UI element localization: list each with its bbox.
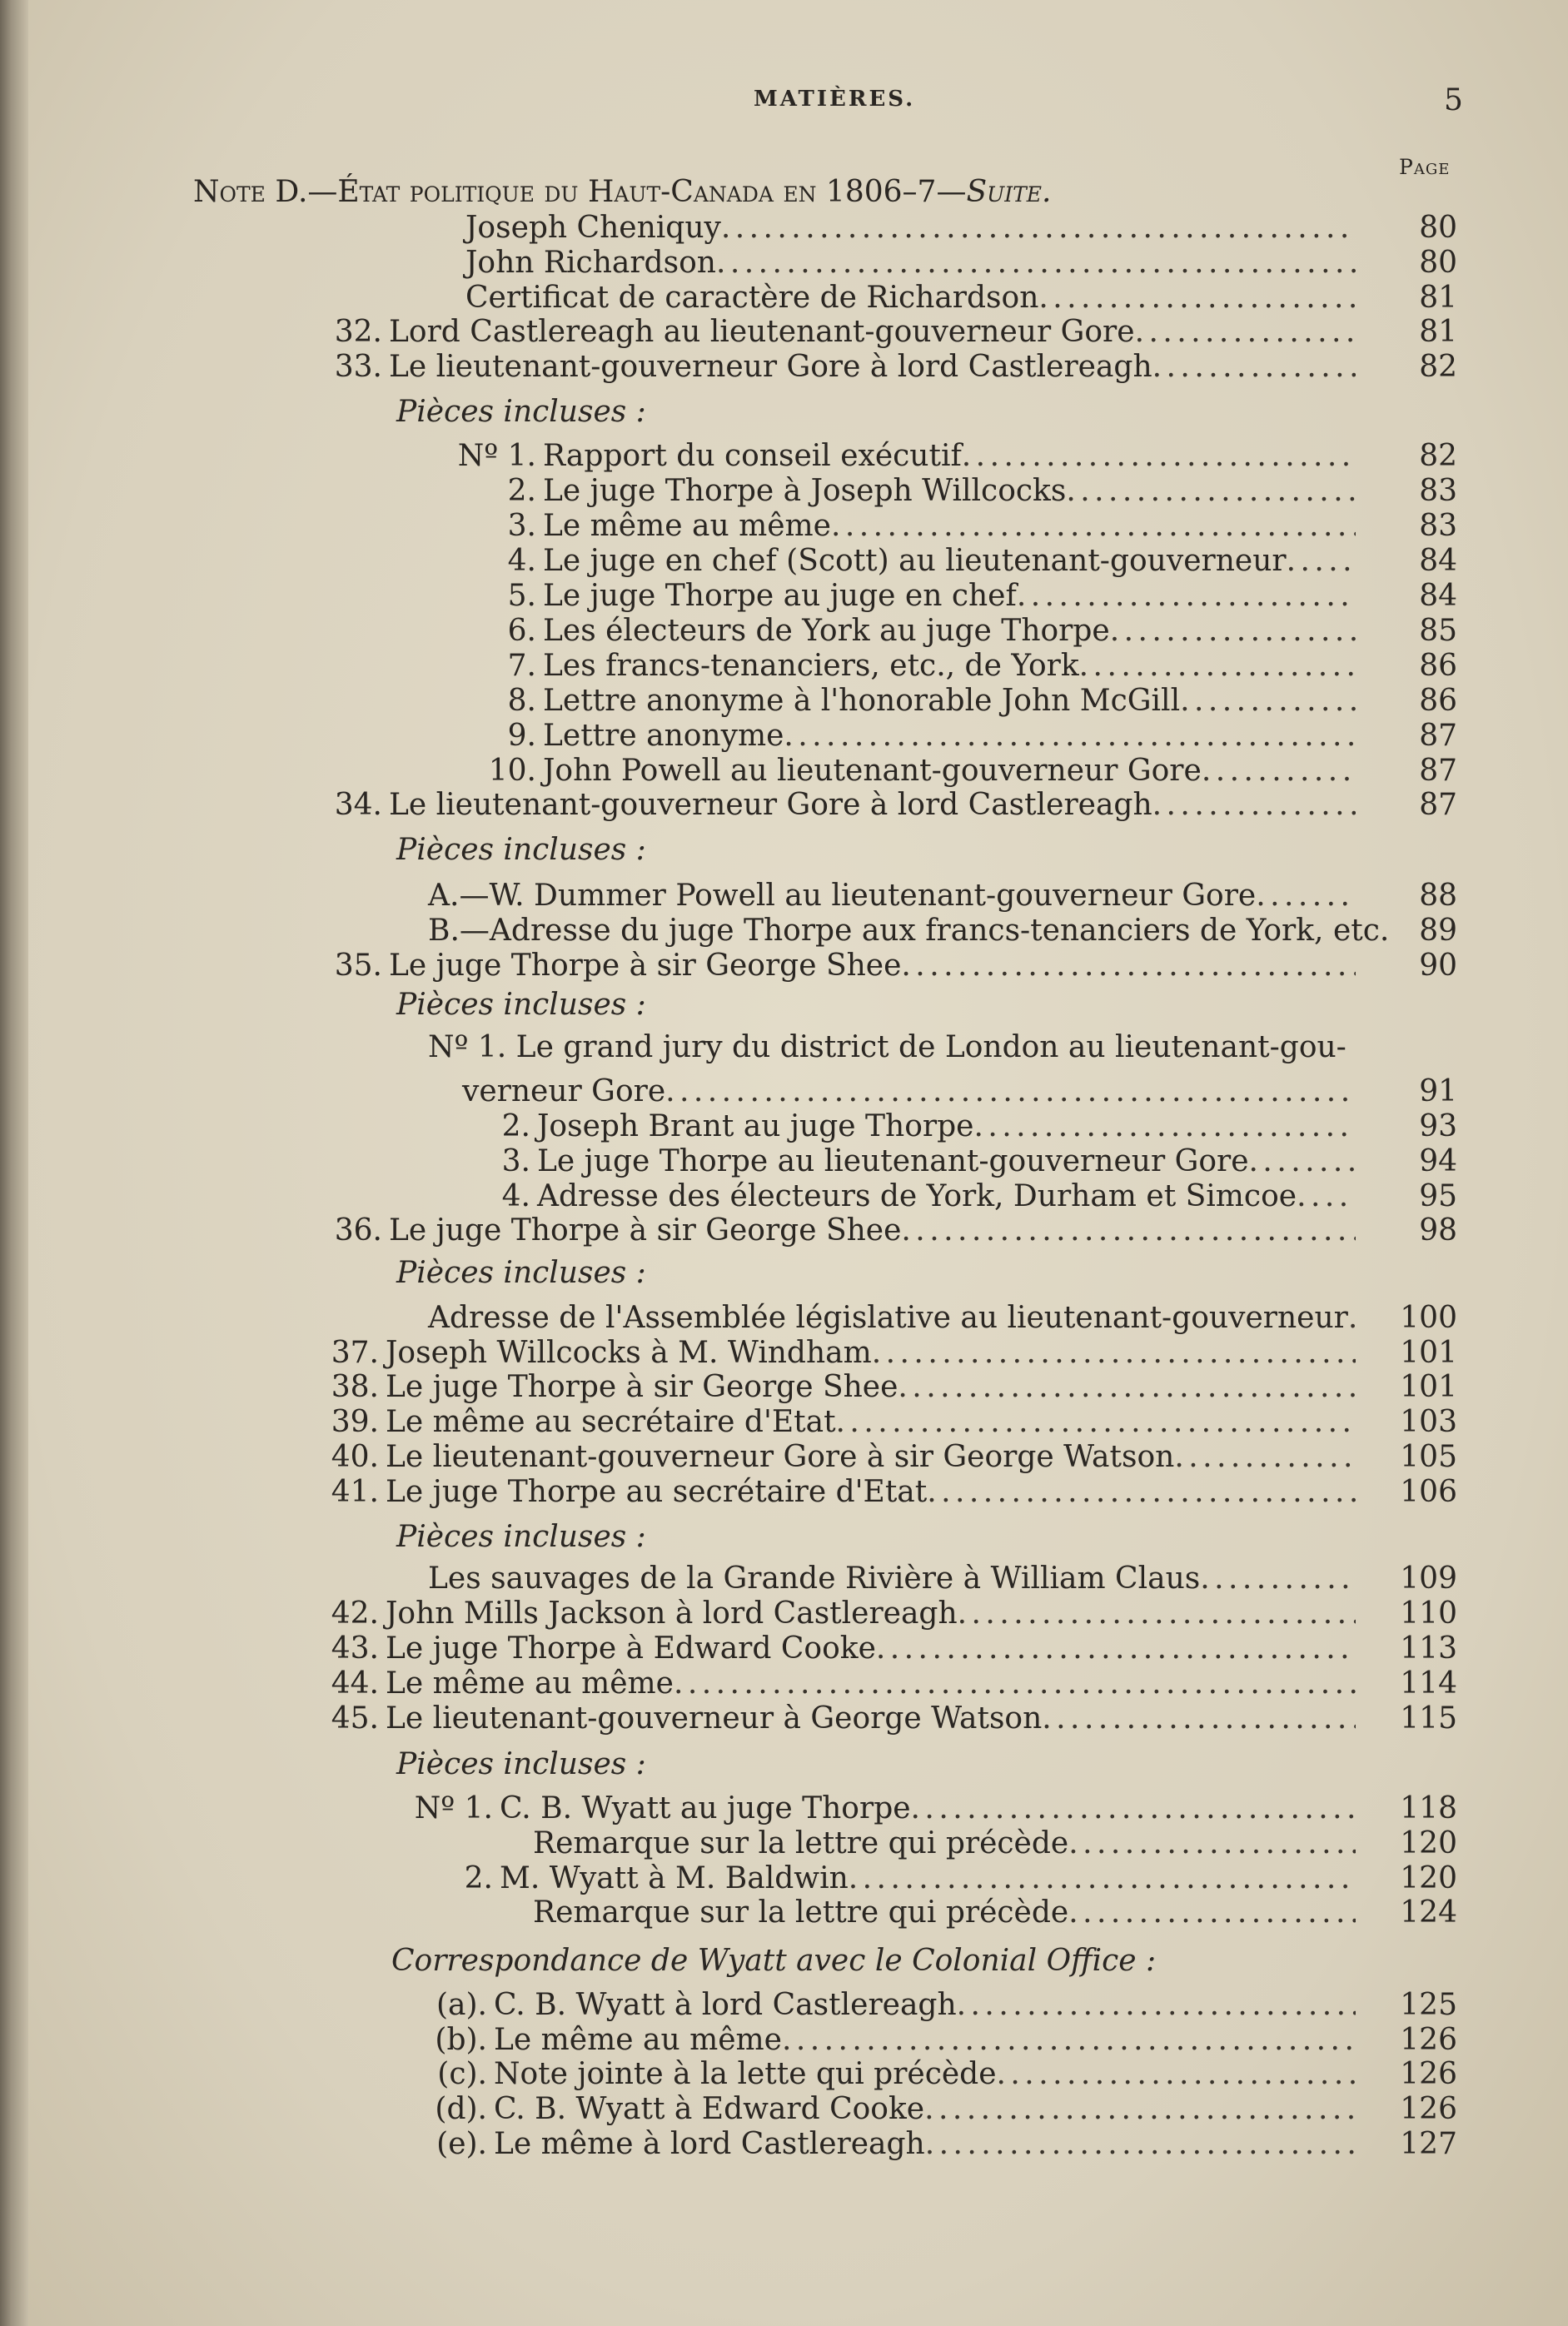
toc-entry[interactable]: [507, 509, 1457, 544]
entry-title: Le lieutenant-gouverneur Gore à sir George Watson: [386, 1440, 1175, 1474]
entry-title: Le même au même: [494, 2023, 782, 2057]
entry-title: C. B. Wyatt au juge Thorpe: [500, 1791, 911, 1825]
entry-page-number: 101: [1400, 1336, 1457, 1370]
entry-number: 3.: [501, 1144, 530, 1178]
entry-line: [543, 649, 1356, 684]
entry-number: (d).: [435, 2092, 487, 2126]
entry-line: [386, 1370, 1356, 1405]
toc-entry[interactable]: [334, 350, 1457, 385]
entry-number: 6.: [507, 614, 536, 648]
entry-page-number: 80: [1419, 246, 1457, 280]
entry-number: 44.: [331, 1666, 379, 1701]
dot-leader: [1200, 1561, 1356, 1596]
entry-line: [386, 1596, 1356, 1631]
page-column-label: Page: [1399, 155, 1451, 179]
entry-line: [389, 315, 1356, 350]
entry-title: Remarque sur la lettre qui précède: [533, 1826, 1069, 1860]
entry-page-number: 88: [1419, 879, 1457, 913]
entry-page-number: 89: [1419, 914, 1457, 948]
entry-number: (b).: [435, 2023, 487, 2057]
entry-page-number: 126: [1400, 2023, 1457, 2057]
entry-page-number: 114: [1400, 1666, 1457, 1701]
entry-page-number: 126: [1400, 2092, 1457, 2126]
entry-title: Les électeurs de York au juge Thorpe: [543, 614, 1110, 648]
entry-page-number: 103: [1400, 1405, 1457, 1439]
entry-number: 33.: [334, 350, 382, 384]
toc-entry[interactable]: [464, 1861, 1457, 1896]
toc-entry[interactable]: [501, 1179, 1457, 1214]
dot-leader: [901, 1213, 1356, 1248]
entry-line: [386, 1336, 1356, 1371]
page-number: 5: [1444, 83, 1463, 117]
toc-entry[interactable]: [331, 1666, 1457, 1701]
entry-line: [537, 1109, 1356, 1144]
dot-leader: [1287, 544, 1356, 579]
entry-line: [543, 614, 1356, 649]
entry-title: Le juge Thorpe à Edward Cooke: [386, 1631, 876, 1666]
toc-entry[interactable]: [428, 879, 1457, 914]
entry-number: (c).: [437, 2057, 487, 2091]
entry-number: 3.: [507, 509, 536, 543]
entry-line: [386, 1701, 1356, 1736]
toc-entry[interactable]: [436, 2127, 1457, 2162]
entry-page-number: 86: [1419, 684, 1457, 718]
entry-page-number: 84: [1419, 579, 1457, 613]
toc-entry[interactable]: [507, 474, 1457, 509]
entry-page-number: 85: [1419, 614, 1457, 648]
subhead-pieces-incluses: Pièces incluses :: [396, 988, 646, 1022]
section-title-text: Note D.—État politique du Haut-Canada en 1806–7—: [193, 175, 967, 209]
entry-title: Le juge Thorpe à Joseph Willcocks: [543, 474, 1067, 508]
entry-line: [537, 1179, 1356, 1214]
entry-line: [386, 1666, 1356, 1701]
dot-leader: [925, 2127, 1356, 2162]
entry-title: Le même au même: [543, 509, 831, 543]
entry-number: 2.: [464, 1861, 493, 1895]
entry-line: [543, 544, 1356, 579]
entry-line: [543, 439, 1356, 474]
entry-line: [386, 1631, 1356, 1666]
entry-line: [386, 1440, 1356, 1475]
dot-leader: [1152, 788, 1356, 823]
entry-title: Rapport du conseil exécutif: [543, 439, 962, 473]
dot-leader: [1135, 315, 1356, 350]
toc-entry[interactable]: [334, 949, 1457, 984]
toc-entry[interactable]: [465, 246, 1457, 281]
subhead-pieces-incluses: Pièces incluses :: [396, 1256, 646, 1290]
entry-number: 7.: [507, 649, 536, 683]
entry-page-number: 95: [1419, 1179, 1457, 1213]
dot-leader: [674, 1666, 1356, 1701]
toc-entry[interactable]: [334, 788, 1457, 823]
entry-line: [465, 211, 1356, 246]
entry-title: Adresse des électeurs de York, Durham et Simcoe: [537, 1179, 1297, 1213]
toc-entry[interactable]: [533, 1826, 1457, 1861]
dot-leader: [901, 949, 1356, 984]
toc-entry[interactable]: [435, 2023, 1457, 2058]
entry-number: Nº 1.: [457, 439, 536, 473]
entry-number: 5.: [507, 579, 536, 613]
toc-entry[interactable]: [331, 1440, 1457, 1475]
entry-title: John Richardson: [465, 246, 716, 280]
toc-entry[interactable]: [331, 1370, 1457, 1405]
entry-page-number: 84: [1419, 544, 1457, 578]
dot-leader: [1038, 281, 1356, 316]
dot-leader: [1249, 1144, 1356, 1179]
subhead-pieces-incluses: Pièces incluses :: [396, 395, 646, 429]
entry-number: 35.: [334, 949, 382, 983]
entry-line: [494, 1988, 1356, 2023]
entry-title: Joseph Cheniquy: [465, 211, 721, 245]
entry-number: 4.: [507, 544, 536, 578]
entry-page-number: 91: [1419, 1074, 1457, 1108]
entry-line: [500, 1861, 1356, 1896]
entry-title: C. B. Wyatt à Edward Cooke: [494, 2092, 925, 2126]
entry-title: John Mills Jackson à lord Castlereagh: [386, 1596, 958, 1631]
entry-title: Le juge Thorpe à sir George Shee: [389, 1213, 902, 1248]
entry-title: Le juge Thorpe au lieutenant-gouverneur Gore: [537, 1144, 1249, 1178]
entry-page-number: 101: [1400, 1370, 1457, 1404]
entry-page-number: 127: [1400, 2127, 1457, 2161]
entry-title: Le lieutenant-gouverneur Gore à lord Castlereagh: [389, 788, 1152, 822]
toc-entry[interactable]: [507, 719, 1457, 754]
entry-page-number: 83: [1419, 474, 1457, 508]
entry-number: 40.: [331, 1440, 379, 1474]
entry-page-number: 80: [1419, 211, 1457, 245]
toc-entry[interactable]: [428, 1301, 1457, 1336]
entry-page-number: 86: [1419, 649, 1457, 683]
entry-number: 10.: [488, 754, 536, 788]
entry-line: [428, 1561, 1356, 1596]
dot-leader: [927, 1475, 1356, 1510]
entry-line: [428, 879, 1356, 914]
entry-line: [533, 1895, 1356, 1930]
entry-title: Adresse de l'Assemblée législative au lieutenant-gouverneur: [428, 1301, 1348, 1335]
dot-leader: [1256, 879, 1356, 914]
entry-page-number: 110: [1400, 1596, 1457, 1631]
entry-page-number: 118: [1400, 1791, 1457, 1825]
dot-leader: [836, 1405, 1356, 1440]
toc-entry[interactable]: [331, 1405, 1457, 1440]
entry-number: 41.: [331, 1475, 379, 1509]
entry-page-number: 124: [1400, 1895, 1457, 1930]
entry-line: [386, 1475, 1356, 1510]
dot-leader: [1348, 1301, 1356, 1336]
entry-number: 32.: [334, 315, 382, 349]
toc-entry[interactable]: [331, 1596, 1457, 1631]
dot-leader: [898, 1370, 1356, 1405]
entry-line: [386, 1405, 1356, 1440]
entry-line: [428, 914, 1390, 949]
entry-line: [462, 1074, 1356, 1109]
dot-leader: [958, 1596, 1356, 1631]
toc-entry[interactable]: [507, 614, 1457, 649]
entry-number: 37.: [331, 1336, 379, 1370]
dot-leader: [1066, 474, 1356, 509]
toc-entry[interactable]: [334, 315, 1457, 350]
dot-leader: [784, 719, 1356, 754]
entry-title: Le juge Thorpe au juge en chef: [543, 579, 1017, 613]
entry-number: 38.: [331, 1370, 379, 1404]
entry-number: (e).: [436, 2127, 487, 2161]
entry-line: [494, 2023, 1356, 2058]
entry-line: [389, 350, 1356, 385]
dot-leader: [1079, 649, 1356, 684]
entry-number: 45.: [331, 1701, 379, 1736]
entry-line: [389, 1213, 1356, 1248]
entry-title: Le même au même: [386, 1666, 674, 1701]
subhead-pieces-incluses: Pièces incluses :: [396, 1747, 646, 1781]
dot-leader: [665, 1074, 1356, 1109]
entry-page-number: 126: [1400, 2057, 1457, 2091]
entry-title: A.—W. Dummer Powell au lieutenant-gouverneur Gore: [428, 879, 1257, 913]
toc-entry[interactable]: [507, 544, 1457, 579]
entry-title: Le même à lord Castlereagh: [494, 2127, 925, 2161]
entry-page-number: 87: [1419, 719, 1457, 753]
entry-line: [465, 246, 1356, 281]
toc-entry[interactable]: [437, 2057, 1457, 2092]
entry-page-number: 83: [1419, 509, 1457, 543]
entry-title: Joseph Willcocks à M. Windham: [386, 1336, 872, 1370]
continuation-number: Nº 1.: [428, 1030, 507, 1064]
entry-page-number: 113: [1400, 1631, 1457, 1666]
entry-line: [494, 2127, 1356, 2162]
toc-entry[interactable]: [488, 754, 1457, 789]
running-head: MATIÈRES.: [754, 87, 916, 112]
entry-number: 2.: [501, 1109, 530, 1143]
entry-line: [494, 2057, 1356, 2092]
toc-entry[interactable]: [457, 439, 1457, 474]
entry-title: Certificat de caractère de Richardson: [465, 281, 1039, 315]
entry-line: [543, 474, 1356, 509]
entry-line: [543, 684, 1356, 719]
dot-leader: [997, 2057, 1356, 2092]
toc-entry[interactable]: [331, 1631, 1457, 1666]
entry-number: 43.: [331, 1631, 379, 1666]
entry-page-number: 81: [1419, 281, 1457, 315]
dot-leader: [1110, 614, 1356, 649]
entry-title: Les francs-tenanciers, etc., de York: [543, 649, 1079, 683]
entry-title: Joseph Brant au juge Thorpe: [537, 1109, 974, 1143]
dot-leader: [911, 1791, 1356, 1826]
entry-title: Lettre anonyme à l'honorable John McGill: [543, 684, 1181, 718]
entry-title: Lord Castlereagh au lieutenant-gouverneur Gore: [389, 315, 1135, 349]
toc-entry[interactable]: [465, 211, 1457, 246]
dot-leader: [1068, 1895, 1356, 1930]
toc-entry[interactable]: [331, 1475, 1457, 1510]
entry-page-number: 120: [1400, 1861, 1457, 1895]
entry-title: Le juge Thorpe à sir George Shee: [389, 949, 902, 983]
entry-number: 42.: [331, 1596, 379, 1631]
entry-page-number: 115: [1400, 1701, 1457, 1736]
dot-leader: [849, 1861, 1356, 1896]
entry-page-number: 93: [1419, 1109, 1457, 1143]
entry-page-number: 87: [1419, 754, 1457, 788]
entry-page-number: 100: [1400, 1301, 1457, 1335]
dot-leader: [1180, 684, 1356, 719]
entry-page-number: 81: [1419, 315, 1457, 349]
entry-title: Le lieutenant-gouverneur à George Watson: [386, 1701, 1043, 1736]
toc-entry[interactable]: [533, 1895, 1457, 1930]
entry-title: Le juge Thorpe à sir George Shee: [386, 1370, 898, 1404]
toc-entry[interactable]: [507, 684, 1457, 719]
entry-line: [389, 788, 1356, 823]
entry-title: Le lieutenant-gouverneur Gore à lord Castlereagh: [389, 350, 1152, 384]
entry-number: 34.: [334, 788, 382, 822]
entry-line: [543, 579, 1356, 614]
dot-leader: [1017, 579, 1356, 614]
entry-line: [428, 1301, 1356, 1336]
entry-title: Note jointe à la lette qui précède: [494, 2057, 997, 2091]
entry-title: Le même au secrétaire d'Etat: [386, 1405, 836, 1439]
toc-entry[interactable]: [507, 579, 1457, 614]
entry-title: John Powell au lieutenant-gouverneur Gore: [543, 754, 1202, 788]
entry-line: [543, 509, 1356, 544]
entry-line: [465, 281, 1356, 316]
entry-page-number: 109: [1400, 1561, 1457, 1596]
entry-line: [543, 754, 1356, 789]
entry-line: [543, 719, 1356, 754]
dot-leader: [721, 211, 1356, 246]
entry-line: [537, 1144, 1356, 1179]
entry-line: [494, 2092, 1356, 2127]
toc-entry[interactable]: [465, 281, 1457, 316]
entry-page-number: 90: [1419, 949, 1457, 983]
toc-entry[interactable]: [428, 914, 1457, 949]
entry-page-number: 82: [1419, 439, 1457, 473]
entry-page-number: 87: [1419, 788, 1457, 822]
entry-number: 36.: [334, 1213, 382, 1248]
continuation-text: Le grand jury du district de London au lieutenant-gou-: [515, 1030, 1346, 1064]
dot-leader: [1042, 1701, 1356, 1736]
entry-line: [389, 949, 1356, 984]
dot-leader: [1297, 1179, 1356, 1214]
dot-leader: [1174, 1440, 1356, 1475]
toc-entry[interactable]: [501, 1144, 1457, 1179]
entry-title: Remarque sur la lettre qui précède: [533, 1895, 1069, 1930]
toc-entry[interactable]: [414, 1791, 1457, 1826]
entry-title: Le juge en chef (Scott) au lieutenant-gouverneur: [543, 544, 1287, 578]
toc-entry[interactable]: [436, 1988, 1457, 2023]
dot-leader: [872, 1336, 1356, 1371]
entry-title: Lettre anonyme: [543, 719, 784, 753]
dot-leader: [1068, 1826, 1356, 1861]
toc-entry[interactable]: [334, 1213, 1457, 1248]
toc-entry[interactable]: [501, 1109, 1457, 1144]
subhead-correspondance: Correspondance de Wyatt avec le Colonial Office :: [391, 1944, 1157, 1978]
entry-line: [533, 1826, 1356, 1861]
toc-entry[interactable]: [331, 1336, 1457, 1371]
dot-leader: [973, 1109, 1356, 1144]
entry-number: 4.: [501, 1179, 530, 1213]
entry-page-number: 105: [1400, 1440, 1457, 1474]
entry-page-number: 120: [1400, 1826, 1457, 1860]
section-title-suffix: Suite.: [966, 175, 1052, 209]
entry-page-number: 98: [1419, 1213, 1457, 1248]
entry-page-number: 82: [1419, 350, 1457, 384]
entry-page-number: 125: [1400, 1988, 1457, 2022]
toc-entry[interactable]: [507, 649, 1457, 684]
entry-number: 8.: [507, 684, 536, 718]
entry-page-number: 106: [1400, 1475, 1457, 1509]
entry-title: Le juge Thorpe au secrétaire d'Etat: [386, 1475, 928, 1509]
entry-number: 9.: [507, 719, 536, 753]
subhead-pieces-incluses: Pièces incluses :: [396, 833, 646, 867]
entry-number: 39.: [331, 1405, 379, 1439]
dot-leader: [782, 2023, 1356, 2058]
entry-title: C. B. Wyatt à lord Castlereagh: [494, 1988, 957, 2022]
entry-title: B.—Adresse du juge Thorpe aux francs-tenanciers de York, etc.: [428, 914, 1390, 948]
entry-line: [500, 1791, 1356, 1826]
entry-title: Les sauvages de la Grande Rivière à William Claus: [428, 1561, 1201, 1596]
toc-entry[interactable]: [331, 1701, 1457, 1736]
dot-leader: [962, 439, 1356, 474]
dot-leader: [831, 509, 1356, 544]
dot-leader: [924, 2092, 1356, 2127]
entry-page-number: 94: [1419, 1144, 1457, 1178]
toc-entry[interactable]: [435, 2092, 1457, 2127]
dot-leader: [957, 1988, 1356, 2023]
entry-number: Nº 1.: [414, 1791, 493, 1825]
dot-leader: [1152, 350, 1356, 385]
dot-leader: [716, 246, 1356, 281]
subhead-pieces-incluses: Pièces incluses :: [396, 1520, 646, 1554]
entry-number: 2.: [507, 474, 536, 508]
entry-title: M. Wyatt à M. Baldwin: [500, 1861, 849, 1895]
entry-number: (a).: [436, 1988, 487, 2022]
toc-entry[interactable]: [462, 1074, 1457, 1109]
entry-title: verneur Gore: [462, 1074, 666, 1108]
dot-leader: [876, 1631, 1356, 1666]
dot-leader: [1202, 754, 1356, 789]
toc-entry[interactable]: [428, 1561, 1457, 1596]
